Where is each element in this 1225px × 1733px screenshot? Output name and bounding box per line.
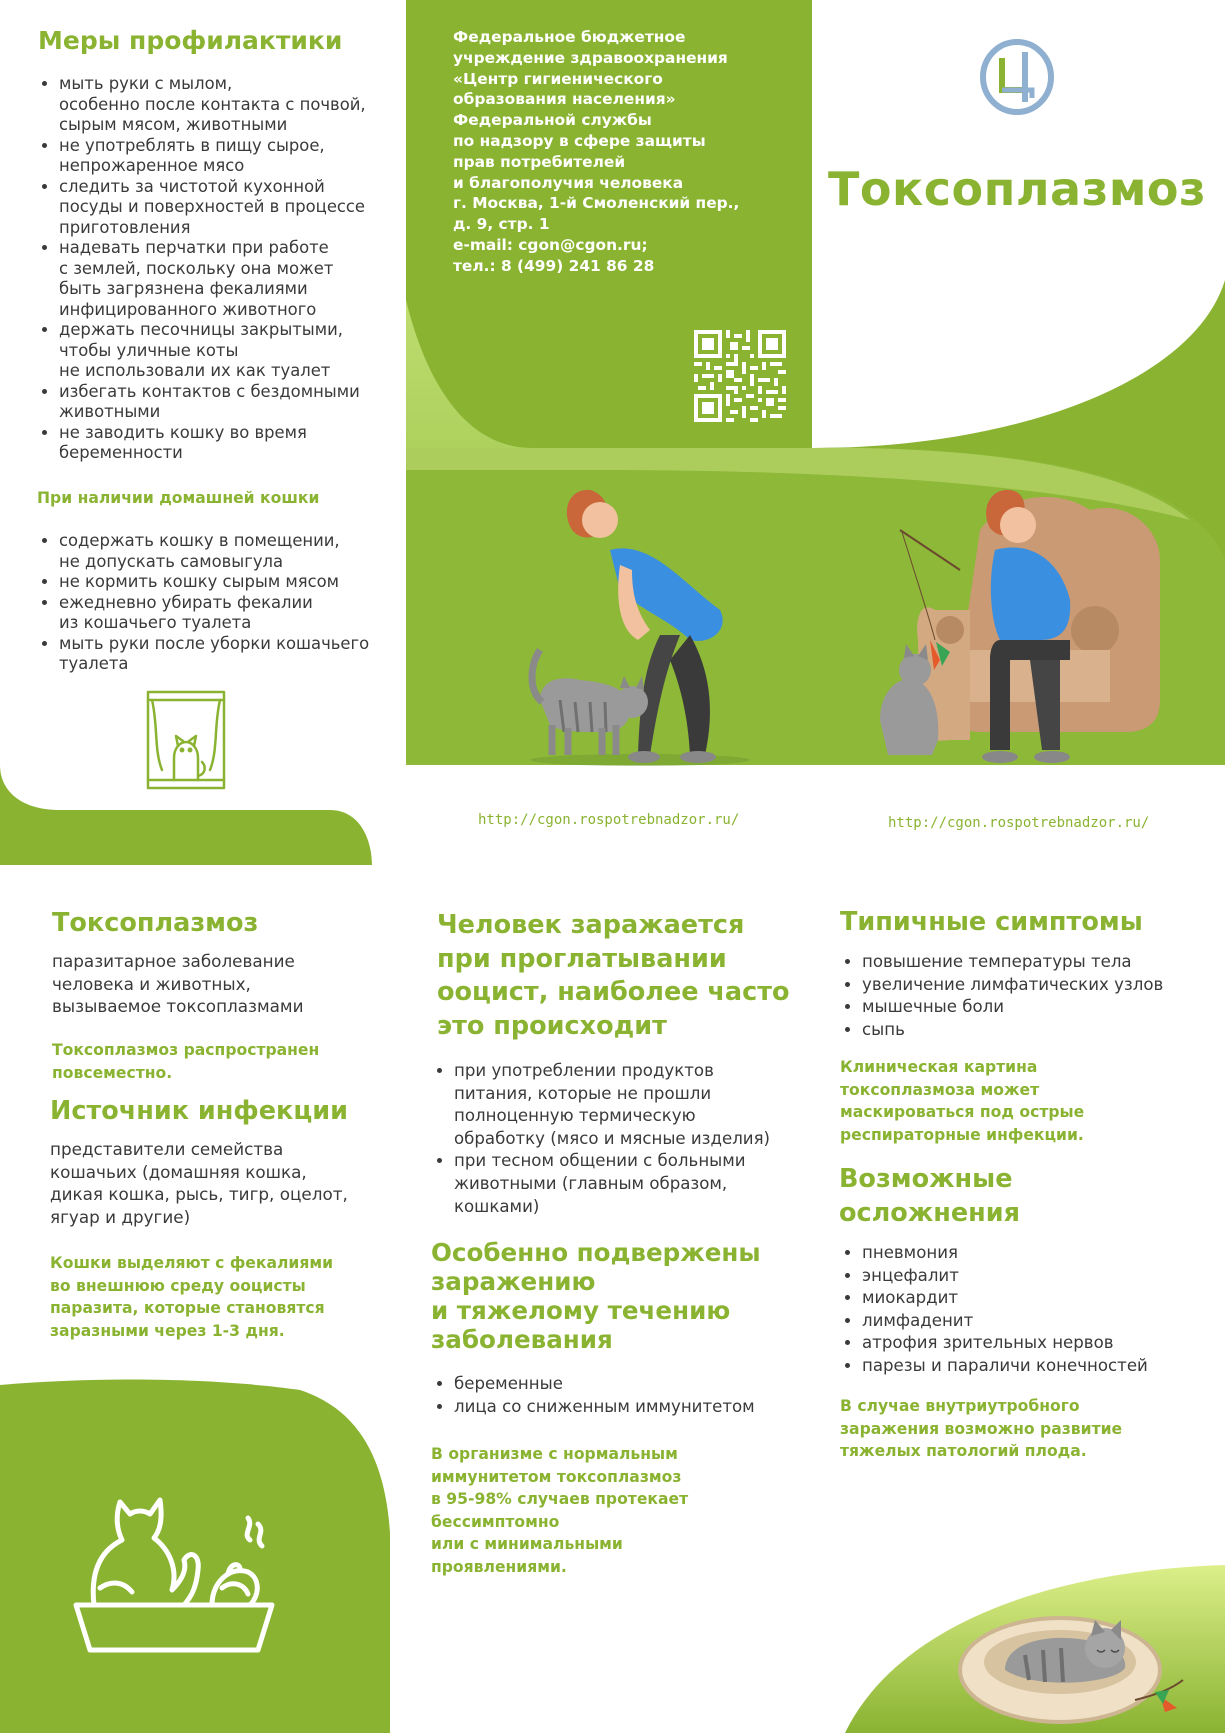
about-line: вызываемое токсоплазмами <box>52 996 304 1017</box>
cat-subtitle: При наличии домашней кошки <box>37 489 320 507</box>
complications-title <box>839 1162 1020 1230</box>
cat-care-item: • мыть руки после уборки кошачьего туалета <box>59 634 419 675</box>
infection-note-line: иммунитетом токсоплазмоз <box>431 1467 682 1486</box>
complication-item: • парезы и параличи конечностей <box>862 1355 1225 1378</box>
litter-box-icon <box>72 1480 282 1660</box>
about-text <box>52 950 303 1018</box>
symptoms-note-line: токсоплазмоза может <box>840 1080 1040 1099</box>
cat-care-list <box>37 531 419 675</box>
risk-title-line: заболевания <box>431 1325 613 1354</box>
complication-item: • энцефалит <box>862 1265 1225 1288</box>
source-note <box>50 1252 333 1342</box>
complications-title-line: осложнения <box>839 1198 1020 1228</box>
complications-note-line: заражения возможно развитие <box>840 1419 1123 1438</box>
about-title: Токсоплазмоз <box>52 908 259 938</box>
risk-item: • лица со сниженным иммунитетом <box>454 1396 814 1419</box>
org-line: тел.: 8 (499) 241 86 28 <box>453 256 655 275</box>
org-line: прав потребителей <box>453 152 626 171</box>
infection-item: • при употреблении продуктов питания, которые не прошли полноценную термическую обработку (мясо и мясные изделия) <box>454 1060 814 1150</box>
org-line: д. 9, стр. 1 <box>453 215 550 234</box>
infection-note-line: или с минимальными <box>431 1535 623 1553</box>
source-text <box>50 1138 348 1228</box>
complication-item: • атрофия зрительных нервов <box>862 1332 1225 1355</box>
prevention-item: • не употреблять в пищу сырое, непрожаренное мясо <box>59 136 419 177</box>
cat-window-icon <box>146 690 226 790</box>
risk-title-line: Особенно подвержены <box>431 1238 761 1267</box>
complications-note <box>840 1395 1122 1463</box>
source-note-line: паразита, которые становятся <box>50 1299 325 1317</box>
org-line: Федеральной службы <box>453 111 652 130</box>
org-line: и благополучия человека <box>453 173 684 192</box>
infection-note <box>431 1443 688 1578</box>
source-note-line: заразными через 1-3 дня. <box>50 1321 285 1340</box>
complications-title-line: Возможные <box>839 1164 1013 1194</box>
org-info <box>453 27 739 277</box>
symptoms-note-line: Клиническая картина <box>840 1058 1038 1076</box>
about-line: человека и животных, <box>52 973 251 994</box>
about-note <box>52 1039 319 1084</box>
symptoms-list <box>840 951 1225 1041</box>
org-line: e-mail: cgon@cgon.ru; <box>453 235 648 254</box>
prevention-item: • избегать контактов с бездомными животными <box>59 382 419 423</box>
complication-item: • пневмония <box>862 1242 1225 1265</box>
woman-cat-illustration <box>520 470 760 770</box>
source-line: кошачьих (домашняя кошка, <box>50 1161 307 1182</box>
infection-title-line: это происходит <box>437 1010 667 1041</box>
armchair-illustration <box>860 470 1190 770</box>
about-note-line: Токсоплазмоз распространен <box>52 1041 320 1059</box>
org-logo <box>980 38 1054 116</box>
symptom-item: • увеличение лимфатических узлов <box>862 974 1225 997</box>
risk-title-line: и тяжелому течению <box>431 1296 731 1325</box>
infection-note-line: бессимптомно <box>431 1512 560 1531</box>
site-url-right[interactable]: http://cgon.rospotrebnadzor.ru/ <box>888 815 1150 831</box>
infection-title-line: при проглатывании <box>437 943 727 974</box>
complication-item: • лимфаденит <box>862 1310 1225 1333</box>
symptoms-title: Типичные симптомы <box>840 907 1143 937</box>
symptoms-note-line: маскироваться под острые <box>840 1103 1085 1121</box>
prevention-item: • не заводить кошку во время беременности <box>59 423 419 464</box>
infection-title-line: ооцист, наиболее часто <box>437 977 790 1007</box>
cat-care-item: • содержать кошку в помещении, не допускать самовыгула <box>59 531 419 572</box>
cat-bed-illustration <box>955 1600 1195 1730</box>
complications-list <box>840 1242 1225 1378</box>
symptom-item: • повышение температуры тела <box>862 951 1225 974</box>
infection-title <box>437 909 790 1043</box>
source-note-line: Кошки выделяют с фекалиями <box>50 1254 334 1272</box>
source-title: Источник инфекции <box>50 1096 348 1126</box>
infection-list <box>432 1060 814 1218</box>
prevention-list <box>37 74 419 464</box>
symptom-item: • сыпь <box>862 1019 1225 1042</box>
symptoms-note-line: респираторные инфекции. <box>840 1125 1084 1144</box>
prevention-item: • следить за чистотой кухонной посуды и поверхностей в процессе приготовления <box>59 177 419 239</box>
source-note-line: во внешнюю среду ооцисты <box>50 1276 306 1295</box>
infection-note-line: в 95-98% случаев протекает <box>431 1490 689 1508</box>
infection-note-line: В организме с нормальным <box>431 1445 678 1463</box>
org-line: Федеральное бюджетное <box>453 28 686 46</box>
source-line: представители семейства <box>50 1139 284 1159</box>
prevention-item: • держать песочницы закрытыми, чтобы уличные коты не использовали их как туалет <box>59 320 419 382</box>
qr-code[interactable] <box>694 330 786 422</box>
cover-title: Токсоплазмоз <box>828 162 1207 216</box>
risk-item: • беременные <box>454 1373 814 1396</box>
infection-note-line: проявлениями. <box>431 1557 567 1576</box>
complications-note-line: тяжелых патологий плода. <box>840 1442 1087 1460</box>
complications-note-line: В случае внутриутробного <box>840 1397 1080 1415</box>
about-note-line: повсеместно. <box>52 1063 173 1082</box>
prevention-title: Меры профилактики <box>38 26 343 55</box>
cat-care-item: • ежедневно убирать фекалии из кошачьего туалета <box>59 593 419 634</box>
org-line: образования населения» <box>453 90 676 109</box>
risk-title <box>431 1238 761 1354</box>
source-line: дикая кошка, рысь, тигр, оцелот, <box>50 1184 348 1205</box>
risk-list <box>432 1373 814 1418</box>
cat-care-item: • не кормить кошку сырым мясом <box>59 572 419 593</box>
infection-item: • при тесном общении с больными животными (главным образом, кошками) <box>454 1150 814 1218</box>
org-line: по надзору в сфере защиты <box>453 131 706 150</box>
prevention-item: • мыть руки с мылом, особенно после контакта с почвой, сырым мясом, животными <box>59 74 419 136</box>
symptoms-note <box>840 1056 1084 1146</box>
org-line: г. Москва, 1-й Смоленский пер., <box>453 194 740 213</box>
site-url-left[interactable]: http://cgon.rospotrebnadzor.ru/ <box>478 812 740 828</box>
risk-title-line: заражению <box>431 1267 596 1296</box>
infection-title-line: Человек заражается <box>437 910 745 940</box>
org-line: «Центр гигиенического <box>453 69 663 88</box>
about-line: паразитарное заболевание <box>52 951 295 971</box>
symptom-item: • мышечные боли <box>862 996 1225 1019</box>
source-line: ягуар и другие) <box>50 1206 191 1227</box>
prevention-item: • надевать перчатки при работе с землей, поскольку она может быть загрязнена фекалиями инфицированного животного <box>59 238 419 320</box>
complication-item: • миокардит <box>862 1287 1225 1310</box>
org-line: учреждение здравоохранения <box>453 48 728 67</box>
